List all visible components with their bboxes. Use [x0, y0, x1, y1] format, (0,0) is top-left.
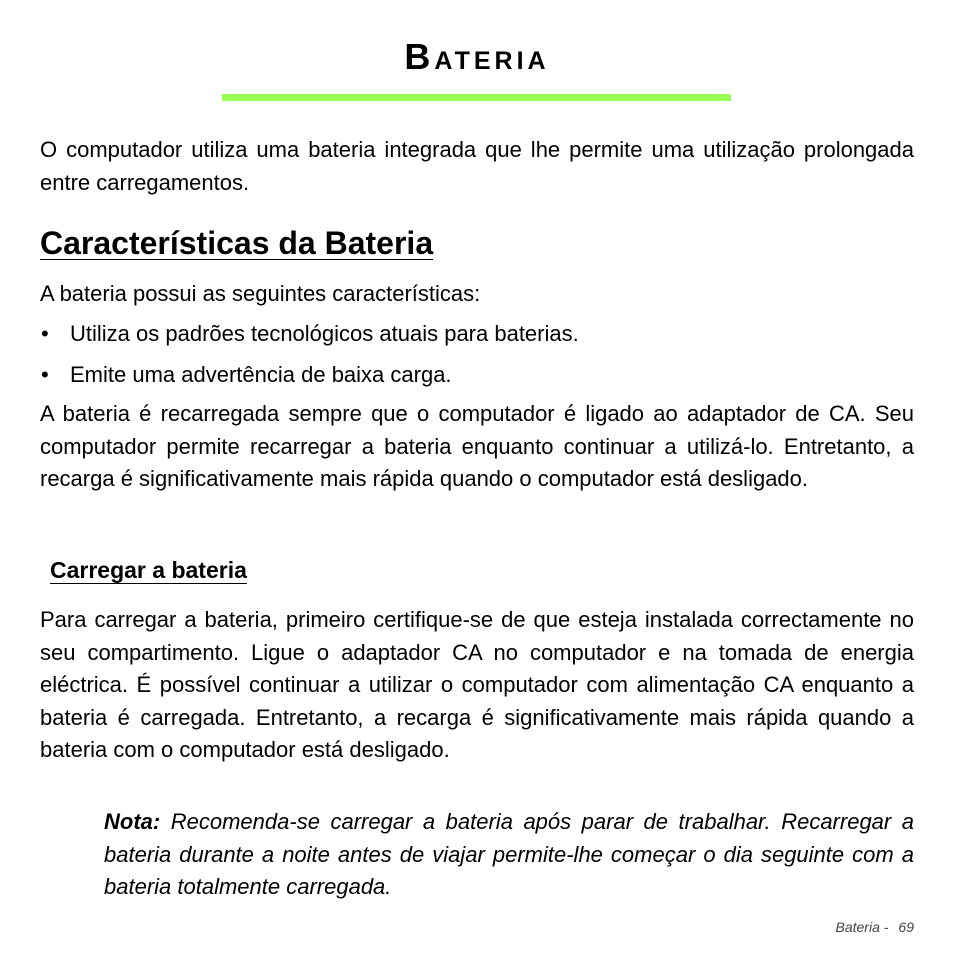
subsection-body: Para carregar a bateria, primeiro certifique-se de que esteja instalada correctamente no seu compartimento. Ligue o adaptador CA no computador e na tomada de energia eléctrica. É possível continuar a utilizar o computador com alimentação CA enquanto a bateria é carregada. Entretanto, a recarga é significativamente mais rápida quando a bateria com o computador está desligado.: [40, 607, 914, 762]
note-text: Recomenda-se carregar a bateria após parar de trabalhar. Recarregar a bateria durante a noite antes de viajar permite-lhe começar o dia seguinte com a bateria totalmente carregada.: [104, 809, 914, 899]
bullet-icon: •: [41, 362, 49, 387]
section-heading: Características da Bateria: [40, 225, 434, 261]
title-underline-bar: [222, 94, 731, 101]
page-title: Bateria: [404, 36, 550, 77]
section-body: A bateria é recarregada sempre que o computador é ligado ao adaptador de CA. Seu computador permite recarregar a bateria enquanto continuar a utilizá-lo. Entretanto, a recarga é significativamente mais rápida quando o computador está desligado.: [40, 401, 914, 491]
section-lead: A bateria possui as seguintes características:: [40, 281, 481, 306]
footer-label: Bateria -: [835, 919, 889, 935]
list-item: [40, 318, 914, 350]
intro-paragraph: O computador utiliza uma bateria integrada que lhe permite uma utilização prolongada entre carregamentos.: [40, 137, 914, 195]
subsection-heading: Carregar a bateria: [50, 557, 247, 583]
note: [104, 806, 914, 904]
page-footer: [836, 916, 915, 938]
list-item-text: Emite uma advertência de baixa carga.: [70, 362, 452, 387]
bullet-icon: •: [41, 321, 49, 346]
list-item-text: Utiliza os padrões tecnológicos atuais para baterias.: [70, 321, 579, 346]
page-number: 69: [898, 919, 914, 935]
feature-list: [40, 318, 914, 400]
list-item: [40, 359, 914, 391]
note-label: Nota:: [104, 809, 161, 834]
